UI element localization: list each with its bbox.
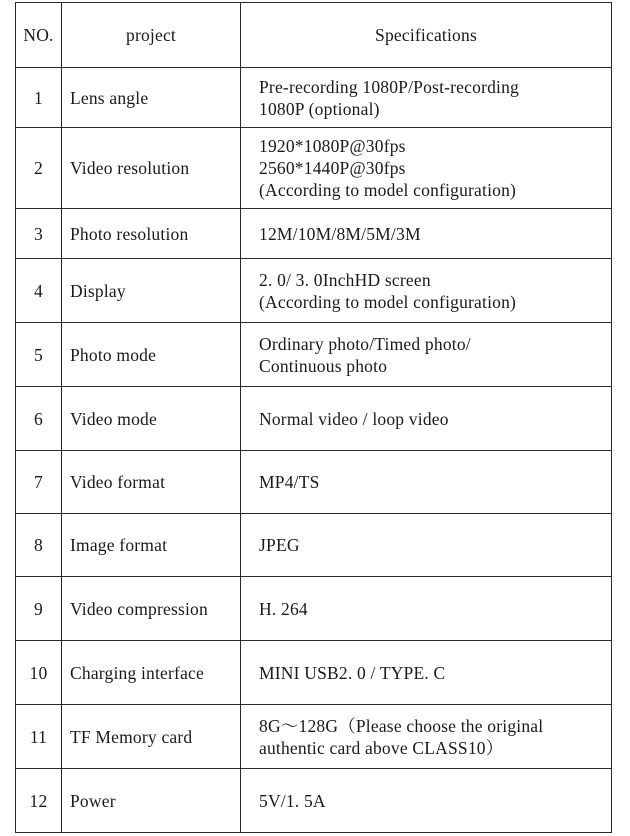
row-project: Video compression [62,577,241,641]
table-row [16,259,612,323]
row-spec [241,769,612,833]
spec-line: 5V/1. 5A [259,790,326,811]
table-row [16,514,612,577]
spec-line: 8G～128G（Please choose the original [259,715,544,736]
row-project: Lens angle [62,68,241,128]
row-spec [241,451,612,514]
table-row [16,387,612,451]
row-project: Photo resolution [62,209,241,259]
row-number: 4 [16,259,62,323]
spec-line: Pre-recording 1080P/Post-recording [259,76,520,97]
row-project: TF Memory card [62,705,241,769]
spec-line: 2560*1440P@30fps [259,158,406,178]
spec-line: 1080P (optional) [259,98,380,119]
row-spec [241,641,612,705]
header-project: project [62,3,241,68]
row-spec [241,514,612,577]
spec-line: Normal video / loop video [259,408,449,429]
spec-line: 12M/10M/8M/5M/3M [259,223,421,244]
row-project: Power [62,769,241,833]
row-project: Display [62,259,241,323]
header-no: NO. [16,3,62,68]
row-spec [241,128,612,209]
table-row [16,128,612,209]
row-number: 10 [16,641,62,705]
row-spec [241,387,612,451]
row-project: Image format [62,514,241,577]
specifications-table [15,2,612,833]
row-spec [241,577,612,641]
table-row [16,769,612,833]
row-number: 3 [16,209,62,259]
spec-line: JPEG [259,535,300,555]
spec-line: MINI USB2. 0 / TYPE. C [259,662,446,683]
row-number: 12 [16,769,62,833]
table-row [16,451,612,514]
spec-line: Continuous photo [259,355,388,376]
table-row [16,705,612,769]
spec-line: authentic card above CLASS10） [259,737,504,758]
spec-line: (According to model configuration) [259,291,517,312]
row-project: Video mode [62,387,241,451]
table-row [16,209,612,259]
spec-line: MP4/TS [259,472,320,492]
table-row [16,68,612,128]
row-number: 11 [16,705,62,769]
spec-line: 1920*1080P@30fps [259,136,406,156]
row-spec [241,209,612,259]
spec-line: Ordinary photo/Timed photo/ [259,333,471,354]
table-row [16,641,612,705]
row-spec [241,259,612,323]
header-specifications: Specifications [241,3,612,68]
row-number: 6 [16,387,62,451]
row-number: 9 [16,577,62,641]
row-number: 5 [16,323,62,387]
row-project: Video format [62,451,241,514]
table-row [16,323,612,387]
row-project: Video resolution [62,128,241,209]
row-spec [241,323,612,387]
row-number: 8 [16,514,62,577]
row-number: 2 [16,128,62,209]
spec-line: 2. 0/ 3. 0InchHD screen [259,269,431,290]
row-project: Charging interface [62,641,241,705]
row-number: 1 [16,68,62,128]
spec-line: (According to model configuration) [259,180,517,200]
row-number: 7 [16,451,62,514]
row-project: Photo mode [62,323,241,387]
table-header-row [16,3,612,68]
row-spec [241,705,612,769]
spec-line: H. 264 [259,598,308,619]
table-row [16,577,612,641]
row-spec [241,68,612,128]
